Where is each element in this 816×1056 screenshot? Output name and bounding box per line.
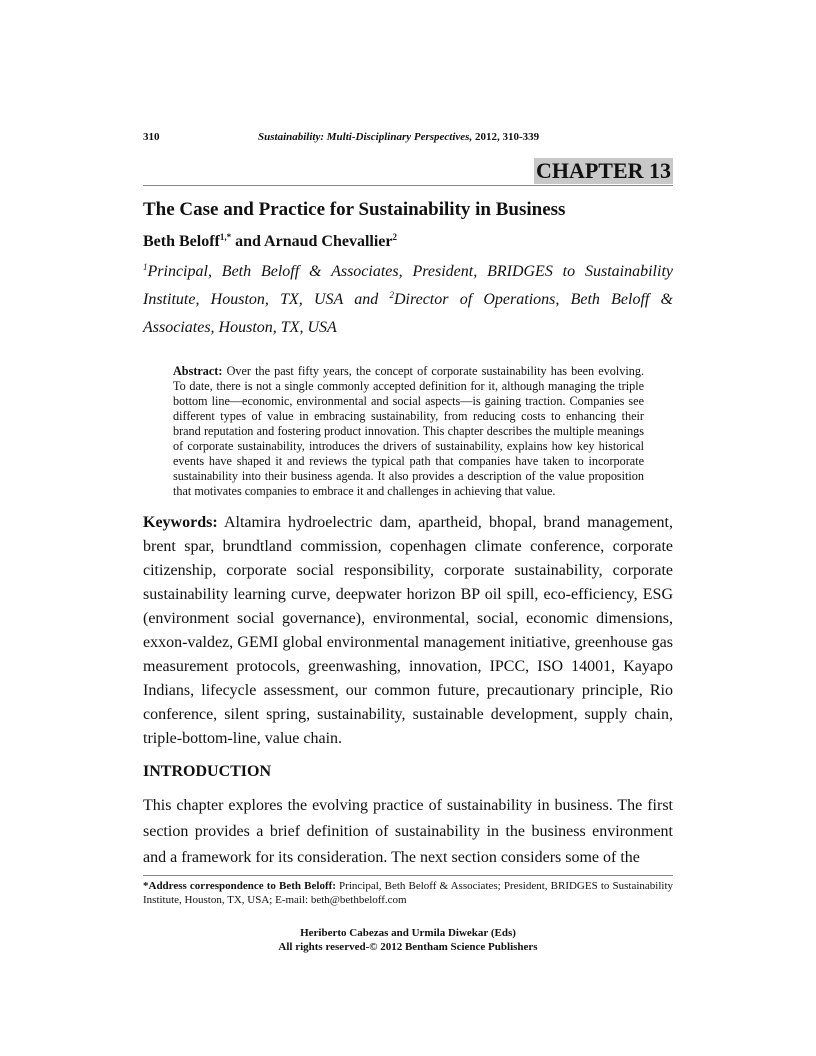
authors xyxy=(143,232,673,252)
affiliations xyxy=(143,258,673,342)
chapter-title: The Case and Practice for Sustainability in Business xyxy=(143,199,566,220)
keywords xyxy=(143,511,673,751)
affil-2: Director of Operations, Beth Beloff & Associates, Houston, TX, USA xyxy=(143,291,673,336)
chapter-row xyxy=(143,158,673,184)
author-2: and Arnaud Chevallier xyxy=(231,233,393,250)
introduction-text: This chapter explores the evolving practice of sustainability in business. The first section provides a brief definition of sustainability in the business environment and a framework for its consideration. The next section considers some of the xyxy=(143,797,673,866)
abstract-label: Abstract: xyxy=(173,364,223,378)
author-1-sup: 1,* xyxy=(219,232,232,242)
affil-sup-2: 2 xyxy=(389,290,394,300)
page-number: 310 xyxy=(143,131,160,143)
footnote-divider xyxy=(143,875,673,876)
footer-rights: All rights reserved-© 2012 Bentham Science Publishers xyxy=(278,941,538,953)
author-1: Beth Beloff xyxy=(143,233,220,250)
page-footer xyxy=(143,926,673,954)
running-header xyxy=(143,130,673,144)
author-2-sup: 2 xyxy=(392,232,397,242)
affil-1: Principal, Beth Beloff & Associates, President, BRIDGES to Sustainability Institute, Houston, TX, USA and xyxy=(143,263,673,308)
keywords-text: Altamira hydroelectric dam, apartheid, bhopal, brand management, brent spar, brundtland commission, copenhagen climate conference, corporate citizenship, corporate social responsibility, corporate sustainability, corporate sustainability learning curve, deepwater horizon BP oil spill, eco-efficiency, ESG (environment social governance), environmental, social, economic dimensions, exxon-valdez, GEMI global environmental management initiative, greenhouse gas measurement protocols, greenwashing, innovation, IPCC, ISO 14001, Kayapo Indians, lifecycle assessment, our common future, precautionary principle, Rio conference, silent spring, sustainability, sustainable development, supply chain, triple-bottom-line, value chain. xyxy=(143,514,673,747)
journal-citation xyxy=(258,130,539,144)
footer-editors: Heriberto Cabezas and Urmila Diwekar (Eds) xyxy=(300,927,516,939)
footnote-text: Principal, Beth Beloff & Associates; President, BRIDGES to Sustainability Institute, Houston, TX, USA; E-mail: beth@bethbeloff.com xyxy=(143,880,673,906)
affil-sup-1: 1 xyxy=(143,262,148,272)
footnote xyxy=(143,879,673,907)
introduction-heading: INTRODUCTION xyxy=(143,763,272,780)
chapter-label: CHAPTER 13 xyxy=(535,158,671,183)
journal-title: Sustainability: Multi-Disciplinary Perspectives, xyxy=(258,131,473,143)
keywords-label: Keywords: xyxy=(143,514,218,531)
abstract-text: Over the past fifty years, the concept of corporate sustainability has been evolving. To date, there is not a single commonly accepted definition for it, although managing the triple bottom line—economic, environmental and social aspects—is gaining traction. Companies see different types of value in embracing sustainability, from reducing costs to enhancing their brand reputation and fostering product innovation. This chapter describes the multiple meanings of corporate sustainability, introduces the drivers of sustainability, explains how key historical events have shaped it and reviews the typical path that companies have taken to incorporate sustainability into their business agenda. It also provides a description of the value proposition that motivates companies to embrace it and challenges in achieving that value. xyxy=(173,364,644,498)
journal-info: 2012, 310-339 xyxy=(472,131,540,143)
header-divider xyxy=(143,185,673,186)
abstract xyxy=(173,364,644,499)
footnote-label: *Address correspondence to Beth Beloff: xyxy=(143,880,336,892)
